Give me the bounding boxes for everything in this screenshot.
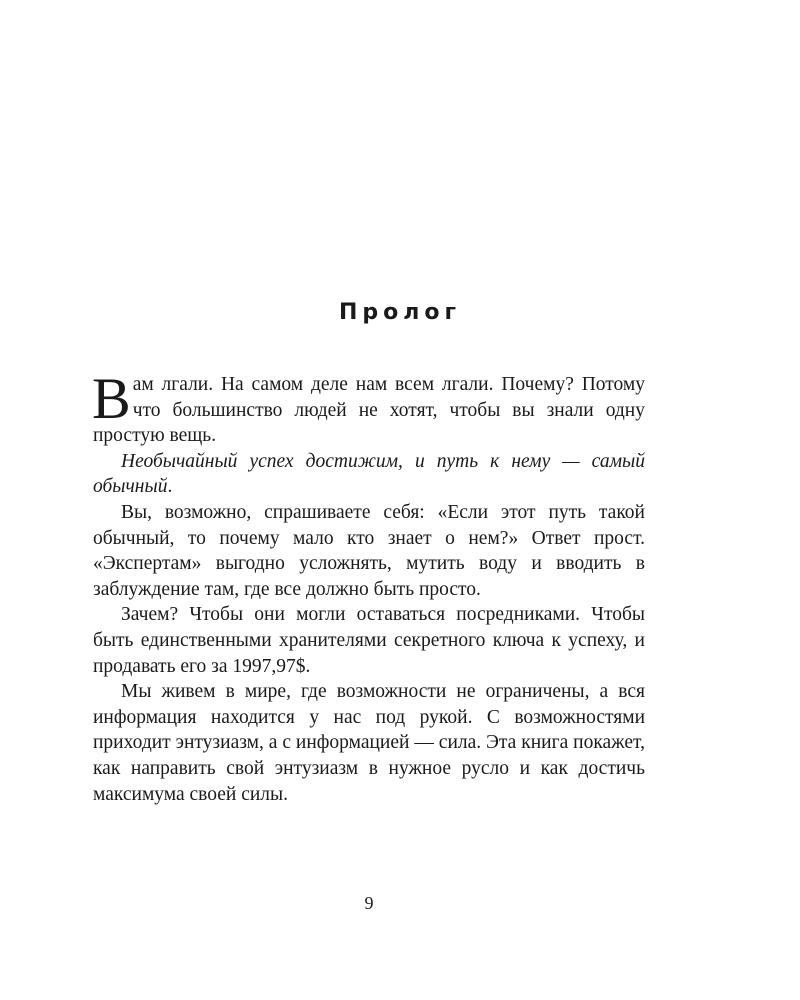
paragraph-5: Мы живем в мире, где возможности не ограничены, а вся информация находится у нас под рукой. С возможностями приходит энтузиазм, а с информацией — сила. Эта книга покажет, как направить свой энтузиазм в нужное русло и как достичь максимума своей силы. <box>93 681 645 805</box>
paragraph-2 <box>93 449 645 500</box>
paragraph-1 <box>92 366 645 449</box>
paragraph-2-italic-text: Необычайный успех достижим, и путь к нему — самый обычный <box>93 450 645 498</box>
paragraph-1-text: ам лгали. На самом деле нам всем лгали. Почему? Потому что большинство людей не хотят, чтобы вы знали одну простую вещь. <box>93 374 645 447</box>
paragraph-4: Зачем? Чтобы они могли оставаться посредниками. Чтобы быть единственными хранителями секретного ключа к успеху, и продавать его за 1997,97$. <box>93 604 645 677</box>
page-number: 9 <box>364 893 374 913</box>
chapter-title: Пролог <box>339 300 461 325</box>
paragraph-3: Вы, возможно, спрашиваете себя: «Если этот путь такой обычный, то почему мало кто знает о нем?» Ответ прост. «Экспертам» выгодно усложнять, мутить воду и вводить в заблуждение там, где все должно быть просто. <box>93 501 645 600</box>
paragraph-2-period: . <box>167 476 173 498</box>
body-text <box>92 366 645 807</box>
drop-cap: В <box>92 366 131 431</box>
